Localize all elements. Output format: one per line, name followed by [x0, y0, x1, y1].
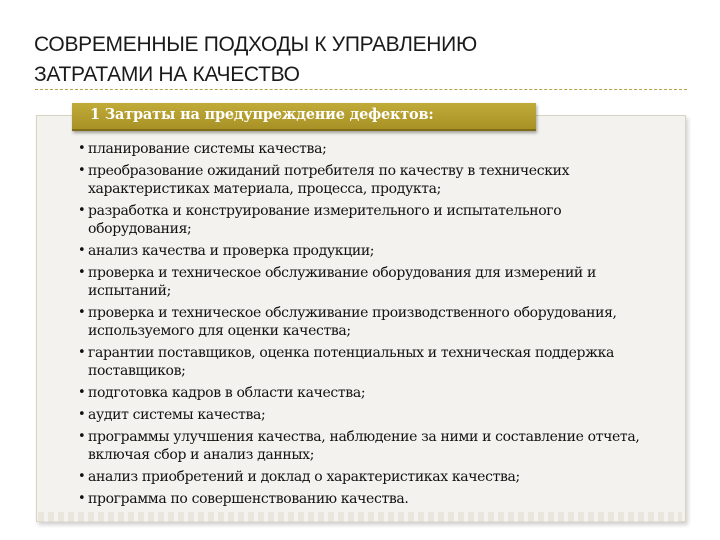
cost-items-list — [78, 140, 668, 512]
list-item-text: анализ качества и проверка продукции; — [88, 243, 375, 259]
list-item-text: программы улучшения качества, наблюдение за ними и составление отчета, включая сбор и анализ данных; — [88, 429, 640, 463]
bullet-icon: • — [78, 163, 86, 178]
list-item-text: преобразование ожиданий потребителя по качеству в технических характеристиках материала, процесса, продукта; — [88, 163, 570, 197]
list-item — [78, 304, 668, 340]
section-tab-label: 1 Затраты на предупреждение дефектов: — [90, 106, 434, 123]
list-item-text: гарантии поставщиков, оценка потенциальных и техническая поддержка поставщиков; — [88, 345, 615, 379]
list-item — [78, 162, 668, 198]
slide-title-line-2: ЗАТРАТАМИ НА КАЧЕСТВО — [34, 63, 300, 86]
bullet-icon: • — [78, 305, 86, 320]
section-tab — [72, 103, 536, 131]
title-divider — [35, 89, 687, 90]
list-item — [78, 428, 668, 464]
bullet-icon: • — [78, 407, 86, 422]
bullet-icon: • — [78, 469, 86, 484]
list-item-text: разработка и конструирование измерительного и испытательного оборудования; — [88, 203, 562, 237]
bullet-icon: • — [78, 243, 86, 258]
list-item-text: проверка и техническое обслуживание производственного оборудования, используемого для оценки качества; — [88, 305, 617, 339]
bullet-icon: • — [78, 345, 86, 360]
list-item-text: подготовка кадров в области качества; — [88, 385, 366, 401]
list-item-text: анализ приобретений и доклад о характеристиках качества; — [88, 469, 520, 485]
list-item-text: аудит системы качества; — [88, 407, 266, 423]
list-item-text: планирование системы качества; — [88, 141, 327, 157]
list-item — [78, 264, 668, 300]
bullet-icon: • — [78, 203, 86, 218]
list-item — [78, 468, 668, 486]
list-item — [78, 202, 668, 238]
panel-bottom-strip — [38, 512, 682, 522]
slide-title — [34, 30, 674, 90]
slide-title-line-1: СОВРЕМЕННЫЕ ПОДХОДЫ К УПРАВЛЕНИЮ — [34, 33, 477, 56]
list-item — [78, 140, 668, 158]
list-item — [78, 384, 668, 402]
bullet-icon: • — [78, 385, 86, 400]
list-item-text: программа по совершенствованию качества. — [88, 491, 409, 507]
list-item — [78, 242, 668, 260]
list-item-text: проверка и техническое обслуживание оборудования для измерений и испытаний; — [88, 265, 596, 299]
list-item — [78, 490, 668, 508]
bullet-icon: • — [78, 141, 86, 156]
bullet-icon: • — [78, 265, 86, 280]
list-item — [78, 406, 668, 424]
bullet-icon: • — [78, 491, 86, 506]
bullet-icon: • — [78, 429, 86, 444]
list-item — [78, 344, 668, 380]
